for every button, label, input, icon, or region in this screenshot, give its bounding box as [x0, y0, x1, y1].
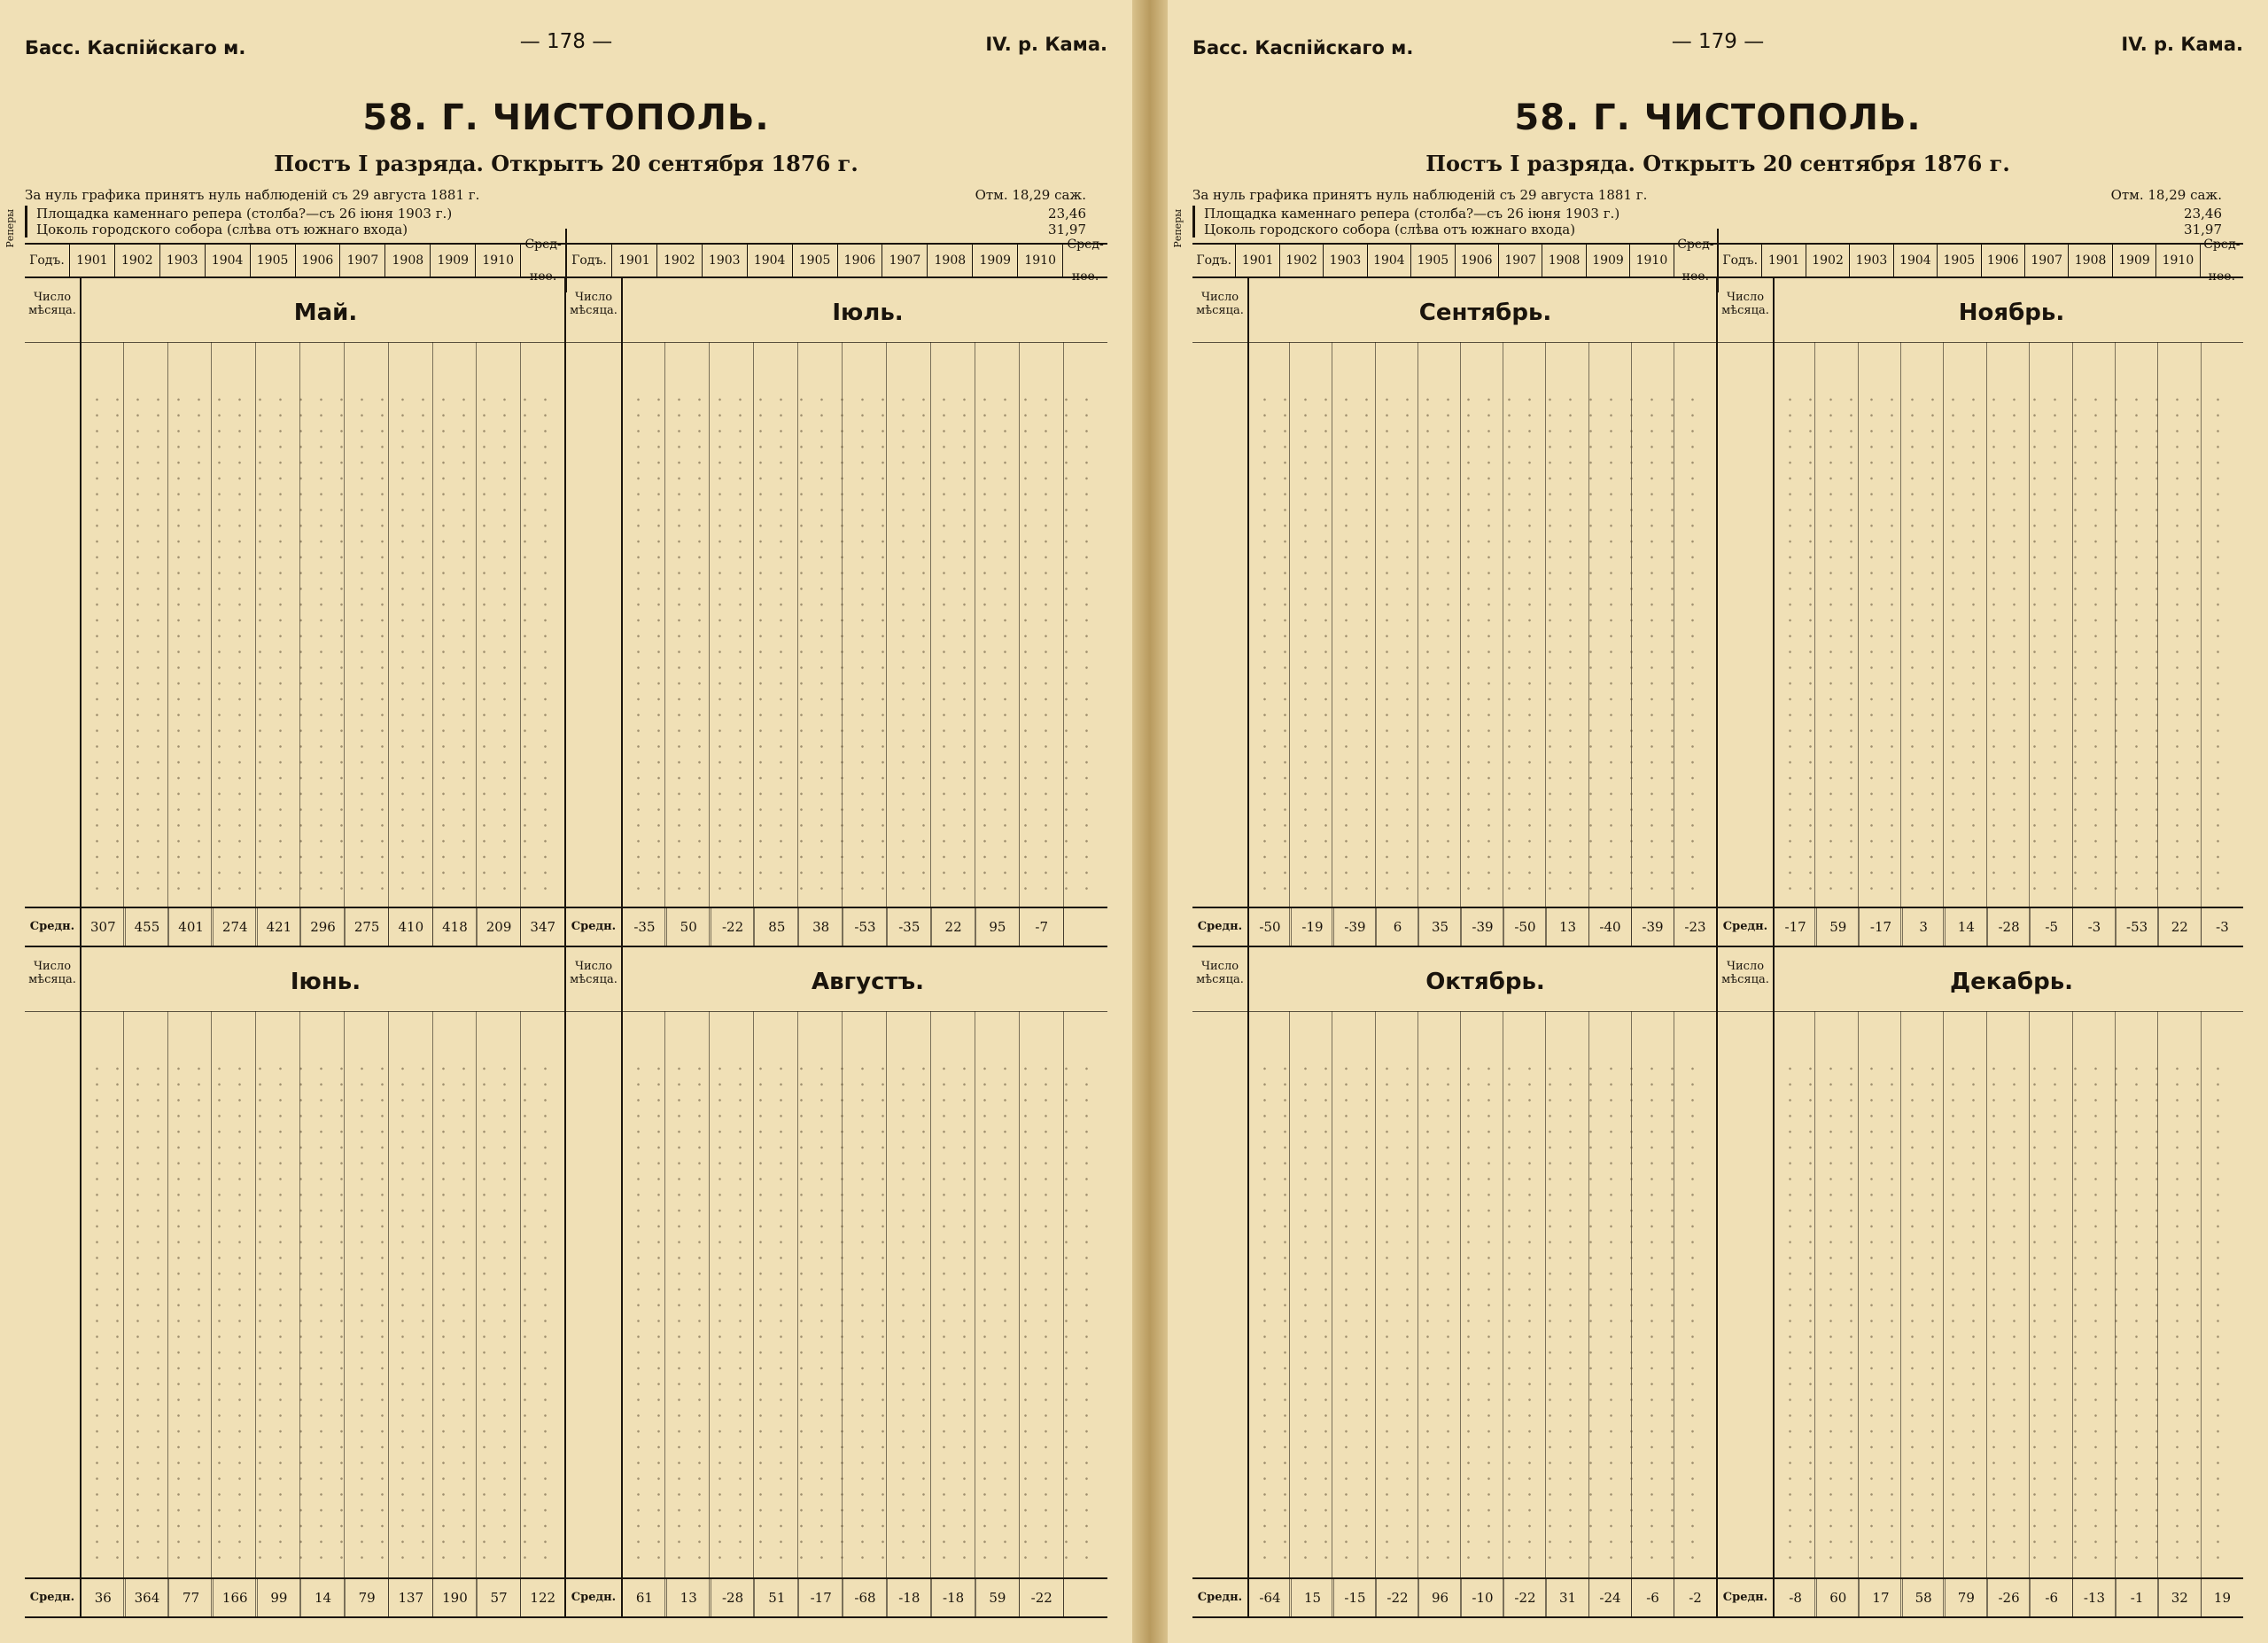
- monthly-mean-row: [25, 1577, 564, 1616]
- month-name: Августъ.: [811, 969, 924, 995]
- day-column-label: Число мѣсяца.: [1196, 291, 1244, 317]
- day-column-label: Число мѣсяца.: [1721, 291, 1769, 317]
- basin-label: Басс. Каспійскаго м.: [25, 37, 246, 58]
- year-1904: 1904: [1894, 245, 1938, 276]
- zero-note-text: За нуль графика принятъ нуль наблюденій съ 29 августа 1881 г.: [25, 187, 480, 203]
- mean-value: 455: [126, 908, 170, 946]
- mean-value: 32: [2159, 1579, 2202, 1616]
- month-name: Сентябрь.: [1418, 300, 1552, 326]
- mean-value: -13: [2073, 1579, 2116, 1616]
- mean-value: 85: [755, 908, 799, 946]
- ref2-text: Цоколь городского собора (слѣва отъ южнаго входа): [1204, 222, 1576, 237]
- mean-values: [1775, 1579, 2243, 1616]
- post-subtitle: Постъ I разряда. Открытъ 20 сентября 1876 г.: [274, 151, 858, 176]
- day-column: [1718, 278, 1775, 946]
- mean-value: 401: [169, 908, 214, 946]
- day-column-label: Число мѣсяца.: [1196, 960, 1244, 986]
- mean-label: Сред-нее.: [1067, 237, 1104, 284]
- year-1902: 1902: [1806, 245, 1850, 276]
- month-block: [1718, 947, 2243, 1616]
- mean-value: [1064, 1579, 1107, 1616]
- monthly-mean-row: [566, 907, 1107, 946]
- day-column: [1718, 947, 1775, 1616]
- mean-row-label: Средн.: [25, 908, 82, 946]
- mean-value: -22: [1377, 1579, 1419, 1616]
- day-column: [1192, 278, 1249, 946]
- month-name: Октябрь.: [1425, 969, 1545, 995]
- year-1902: 1902: [1280, 245, 1324, 276]
- mean-value: -39: [1462, 908, 1504, 946]
- day-column: [25, 278, 82, 946]
- year-1905: 1905: [1938, 245, 1981, 276]
- mean-values: [1249, 1579, 1716, 1616]
- mean-value: -23: [1684, 919, 1706, 935]
- mean-values: [82, 1579, 564, 1616]
- ref1-text: Площадка каменнаго репера (столба?—съ 26 іюня 1903 г.): [36, 206, 453, 222]
- year-1902: 1902: [115, 245, 160, 276]
- mean-label: Сред-нее.: [2203, 237, 2241, 284]
- year-1910: 1910: [2156, 245, 2200, 276]
- year-1908: 1908: [928, 245, 973, 276]
- mean-row-label: Средн.: [566, 908, 623, 946]
- monthly-mean-row: [25, 907, 564, 946]
- mean-value: -35: [888, 908, 932, 946]
- right-page: [1168, 0, 2268, 1643]
- mean-values: [1775, 908, 2243, 946]
- mean-value: 6: [1377, 908, 1419, 946]
- ref2-text: Цоколь городского собора (слѣва отъ южнаго входа): [36, 222, 408, 237]
- monthly-mean-row: [1192, 1577, 1716, 1616]
- mean-value: -28: [1988, 908, 2031, 946]
- mean-row-label: Средн.: [1718, 908, 1775, 946]
- running-header: [1192, 25, 2243, 64]
- mean-value: 190: [433, 1579, 478, 1616]
- year-1907: 1907: [1499, 245, 1542, 276]
- daily-readings-texture: [628, 392, 1100, 896]
- month-name: Ноябрь.: [1958, 300, 2065, 326]
- day-column-label: Число мѣсяца.: [28, 960, 76, 986]
- mean-value: 51: [755, 1579, 799, 1616]
- year-label: Годъ.: [25, 245, 70, 276]
- month-block: [1192, 278, 1718, 947]
- year-1903: 1903: [160, 245, 206, 276]
- mean-value: 61: [623, 1579, 667, 1616]
- day-column: [25, 947, 82, 1616]
- mean-value: 166: [214, 1579, 258, 1616]
- month-block: [25, 947, 566, 1616]
- daily-readings-texture: [87, 392, 557, 896]
- mean-value: -35: [623, 908, 667, 946]
- month-name: Май.: [293, 300, 358, 326]
- year-1901: 1901: [1236, 245, 1279, 276]
- post-subtitle: Постъ I разряда. Открытъ 20 сентября 1876 г.: [1425, 151, 2010, 176]
- mean-value: 17: [1860, 1579, 1902, 1616]
- station-title: 58. Г. ЧИСТОПОЛЬ.: [362, 97, 770, 138]
- monthly-mean-row: [1718, 1577, 2243, 1616]
- refs-label: Реперы: [1172, 209, 1184, 248]
- mean-value: 307: [82, 908, 126, 946]
- zero-note: [1192, 187, 2243, 203]
- year-1906: 1906: [838, 245, 883, 276]
- year-header-row: [25, 237, 1107, 284]
- mean-value: -53: [2117, 908, 2159, 946]
- mean-label: Сред-нее.: [524, 237, 562, 284]
- daily-readings-texture: [87, 1061, 557, 1567]
- mean-value: -6: [1632, 1579, 1674, 1616]
- mean-values: [623, 1579, 1107, 1616]
- mean-value: -18: [888, 1579, 932, 1616]
- page-number: — 178 —: [519, 30, 613, 53]
- mean-value: -26: [1988, 1579, 2031, 1616]
- year-1907: 1907: [340, 245, 385, 276]
- monthly-mean-row: [1192, 907, 1716, 946]
- ref1-value: 23,46: [2184, 206, 2222, 222]
- mean-value: 15: [1292, 1579, 1334, 1616]
- year-1910: 1910: [476, 245, 521, 276]
- mean-value: -3: [2216, 919, 2229, 935]
- mean-value: 364: [126, 1579, 170, 1616]
- mean-value: -8: [1775, 1579, 1817, 1616]
- mean-value: 60: [1817, 1579, 1860, 1616]
- year-1903: 1903: [1324, 245, 1367, 276]
- mean-value: [1064, 908, 1107, 946]
- mean-value: 347: [530, 919, 556, 935]
- mean-value: -19: [1292, 908, 1334, 946]
- mean-value: 418: [433, 908, 478, 946]
- daily-readings-texture: [1780, 1061, 2236, 1567]
- month-name: Декабрь.: [1949, 969, 2074, 995]
- mean-values: [1249, 908, 1716, 946]
- mean-row-label: Средн.: [1192, 1579, 1249, 1616]
- year-1908: 1908: [2069, 245, 2112, 276]
- year-1909: 1909: [1587, 245, 1630, 276]
- mean-value: -64: [1249, 1579, 1292, 1616]
- mean-value: -15: [1334, 1579, 1377, 1616]
- river-label: IV. р. Кама.: [985, 34, 1107, 55]
- mean-value: -7: [1020, 908, 1064, 946]
- month-name: Іюль.: [832, 300, 904, 326]
- zero-note: [25, 187, 1107, 203]
- year-1906: 1906: [296, 245, 341, 276]
- month-name: Іюнь.: [290, 969, 361, 995]
- mean-value: 59: [1817, 908, 1860, 946]
- basin-label: Басс. Каспійскаго м.: [1192, 37, 1414, 58]
- mean-value: -1: [2117, 1579, 2159, 1616]
- mean-value: -24: [1589, 1579, 1632, 1616]
- mean-value: -28: [711, 1579, 756, 1616]
- mean-value: 13: [667, 1579, 711, 1616]
- month-block: [566, 947, 1107, 1616]
- left-page: [0, 0, 1132, 1643]
- mean-value: 22: [2159, 908, 2202, 946]
- mean-value: 96: [1419, 1579, 1462, 1616]
- year-1904: 1904: [748, 245, 793, 276]
- ref2-value: 31,97: [2184, 222, 2222, 237]
- mean-value: -10: [1462, 1579, 1504, 1616]
- mean-value: 275: [346, 908, 390, 946]
- year-1905: 1905: [251, 245, 296, 276]
- mean-value: -18: [932, 1579, 976, 1616]
- mean-value: 3: [1903, 908, 1946, 946]
- year-1904: 1904: [206, 245, 251, 276]
- daily-readings-texture: [1254, 392, 1709, 896]
- mean-row-label: Средн.: [1718, 1579, 1775, 1616]
- mean-value: -53: [843, 908, 888, 946]
- day-column: [566, 947, 623, 1616]
- day-column-label: Число мѣсяца.: [1721, 960, 1769, 986]
- month-block: [1192, 947, 1718, 1616]
- book-gutter: [1132, 0, 1168, 1643]
- month-grid: [1192, 278, 2243, 1618]
- mean-value: 274: [214, 908, 258, 946]
- zero-note-value: Отм. 18,29 саж.: [2110, 187, 2222, 203]
- mean-values: [623, 908, 1107, 946]
- mean-value: 31: [1547, 1579, 1589, 1616]
- mean-value: -17: [1860, 908, 1902, 946]
- mean-value: -22: [711, 908, 756, 946]
- year-1905: 1905: [1411, 245, 1455, 276]
- mean-value: 38: [799, 908, 843, 946]
- mean-value: -40: [1589, 908, 1632, 946]
- mean-value: -68: [843, 1579, 888, 1616]
- year-1901: 1901: [70, 245, 115, 276]
- year-1906: 1906: [1456, 245, 1499, 276]
- mean-value: -39: [1334, 908, 1377, 946]
- mean-value: 296: [301, 908, 346, 946]
- year-1907: 1907: [2025, 245, 2069, 276]
- year-1908: 1908: [385, 245, 431, 276]
- year-1909: 1909: [973, 245, 1018, 276]
- mean-value: 122: [530, 1590, 556, 1606]
- mean-row-label: Средн.: [566, 1579, 623, 1616]
- mean-value: 14: [1946, 908, 1988, 946]
- year-1902: 1902: [657, 245, 703, 276]
- station-title: 58. Г. ЧИСТОПОЛЬ.: [1514, 97, 1922, 138]
- mean-value: 95: [976, 908, 1021, 946]
- month-block: [25, 278, 566, 947]
- mean-value: -50: [1249, 908, 1292, 946]
- mean-value: 209: [478, 908, 522, 946]
- mean-value: -17: [799, 1579, 843, 1616]
- reference-marks: [1172, 206, 2243, 248]
- ref2-value: 31,97: [1048, 222, 1086, 237]
- mean-value: 79: [1946, 1579, 1988, 1616]
- year-1904: 1904: [1368, 245, 1411, 276]
- year-label: Годъ.: [1192, 245, 1236, 276]
- year-1901: 1901: [612, 245, 657, 276]
- year-1908: 1908: [1542, 245, 1586, 276]
- mean-value: 99: [258, 1579, 302, 1616]
- mean-label: Сред-нее.: [1677, 237, 1714, 284]
- page-number: — 179 —: [1671, 30, 1765, 53]
- mean-value: 14: [301, 1579, 346, 1616]
- mean-value: 410: [389, 908, 433, 946]
- year-1903: 1903: [703, 245, 748, 276]
- daily-readings-texture: [628, 1061, 1100, 1567]
- month-block: [1718, 278, 2243, 947]
- mean-value: 36: [82, 1579, 126, 1616]
- mean-value: 19: [2213, 1590, 2232, 1606]
- year-1909: 1909: [2113, 245, 2156, 276]
- mean-row-label: Средн.: [25, 1579, 82, 1616]
- mean-value: 13: [1547, 908, 1589, 946]
- mean-value: 50: [667, 908, 711, 946]
- mean-value: 77: [169, 1579, 214, 1616]
- mean-value: 57: [478, 1579, 522, 1616]
- year-1910: 1910: [1630, 245, 1674, 276]
- mean-value: -5: [2031, 908, 2073, 946]
- river-label: IV. р. Кама.: [2121, 34, 2243, 55]
- month-block: [566, 278, 1107, 947]
- mean-value: 79: [346, 1579, 390, 1616]
- day-column-label: Число мѣсяца.: [570, 960, 617, 986]
- mean-value: -22: [1504, 1579, 1547, 1616]
- mean-value: 59: [976, 1579, 1021, 1616]
- mean-value: -17: [1775, 908, 1817, 946]
- year-1910: 1910: [1018, 245, 1063, 276]
- daily-readings-texture: [1254, 1061, 1709, 1567]
- year-label: Годъ.: [567, 245, 612, 276]
- day-column: [566, 278, 623, 946]
- year-1903: 1903: [1850, 245, 1893, 276]
- mean-value: 22: [932, 908, 976, 946]
- mean-value: -2: [1689, 1590, 1702, 1606]
- day-column-label: Число мѣсяца.: [570, 291, 617, 317]
- year-header-row: [1192, 237, 2243, 284]
- year-1905: 1905: [793, 245, 838, 276]
- monthly-mean-row: [1718, 907, 2243, 946]
- mean-values: [82, 908, 564, 946]
- reference-marks: [4, 206, 1107, 248]
- daily-readings-texture: [1780, 392, 2236, 896]
- zero-note-value: Отм. 18,29 саж.: [975, 187, 1086, 203]
- year-1901: 1901: [1762, 245, 1806, 276]
- mean-value: 137: [389, 1579, 433, 1616]
- month-grid: [25, 278, 1107, 1618]
- mean-row-label: Средн.: [1192, 908, 1249, 946]
- running-header: [25, 25, 1107, 64]
- year-1906: 1906: [1982, 245, 2025, 276]
- mean-value: -3: [2073, 908, 2116, 946]
- mean-value: 35: [1419, 908, 1462, 946]
- zero-note-text: За нуль графика принятъ нуль наблюденій съ 29 августа 1881 г.: [1192, 187, 1648, 203]
- day-column-label: Число мѣсяца.: [28, 291, 76, 317]
- mean-value: 58: [1903, 1579, 1946, 1616]
- monthly-mean-row: [566, 1577, 1107, 1616]
- ref1-text: Площадка каменнаго репера (столба?—съ 26 іюня 1903 г.): [1204, 206, 1620, 222]
- mean-value: -22: [1020, 1579, 1064, 1616]
- day-column: [1192, 947, 1249, 1616]
- ref1-value: 23,46: [1048, 206, 1086, 222]
- refs-label: Реперы: [4, 209, 16, 248]
- mean-value: -50: [1504, 908, 1547, 946]
- year-1909: 1909: [431, 245, 476, 276]
- year-label: Годъ.: [1719, 245, 1762, 276]
- year-1907: 1907: [882, 245, 928, 276]
- mean-value: -39: [1632, 908, 1674, 946]
- mean-value: 421: [258, 908, 302, 946]
- mean-value: -6: [2031, 1579, 2073, 1616]
